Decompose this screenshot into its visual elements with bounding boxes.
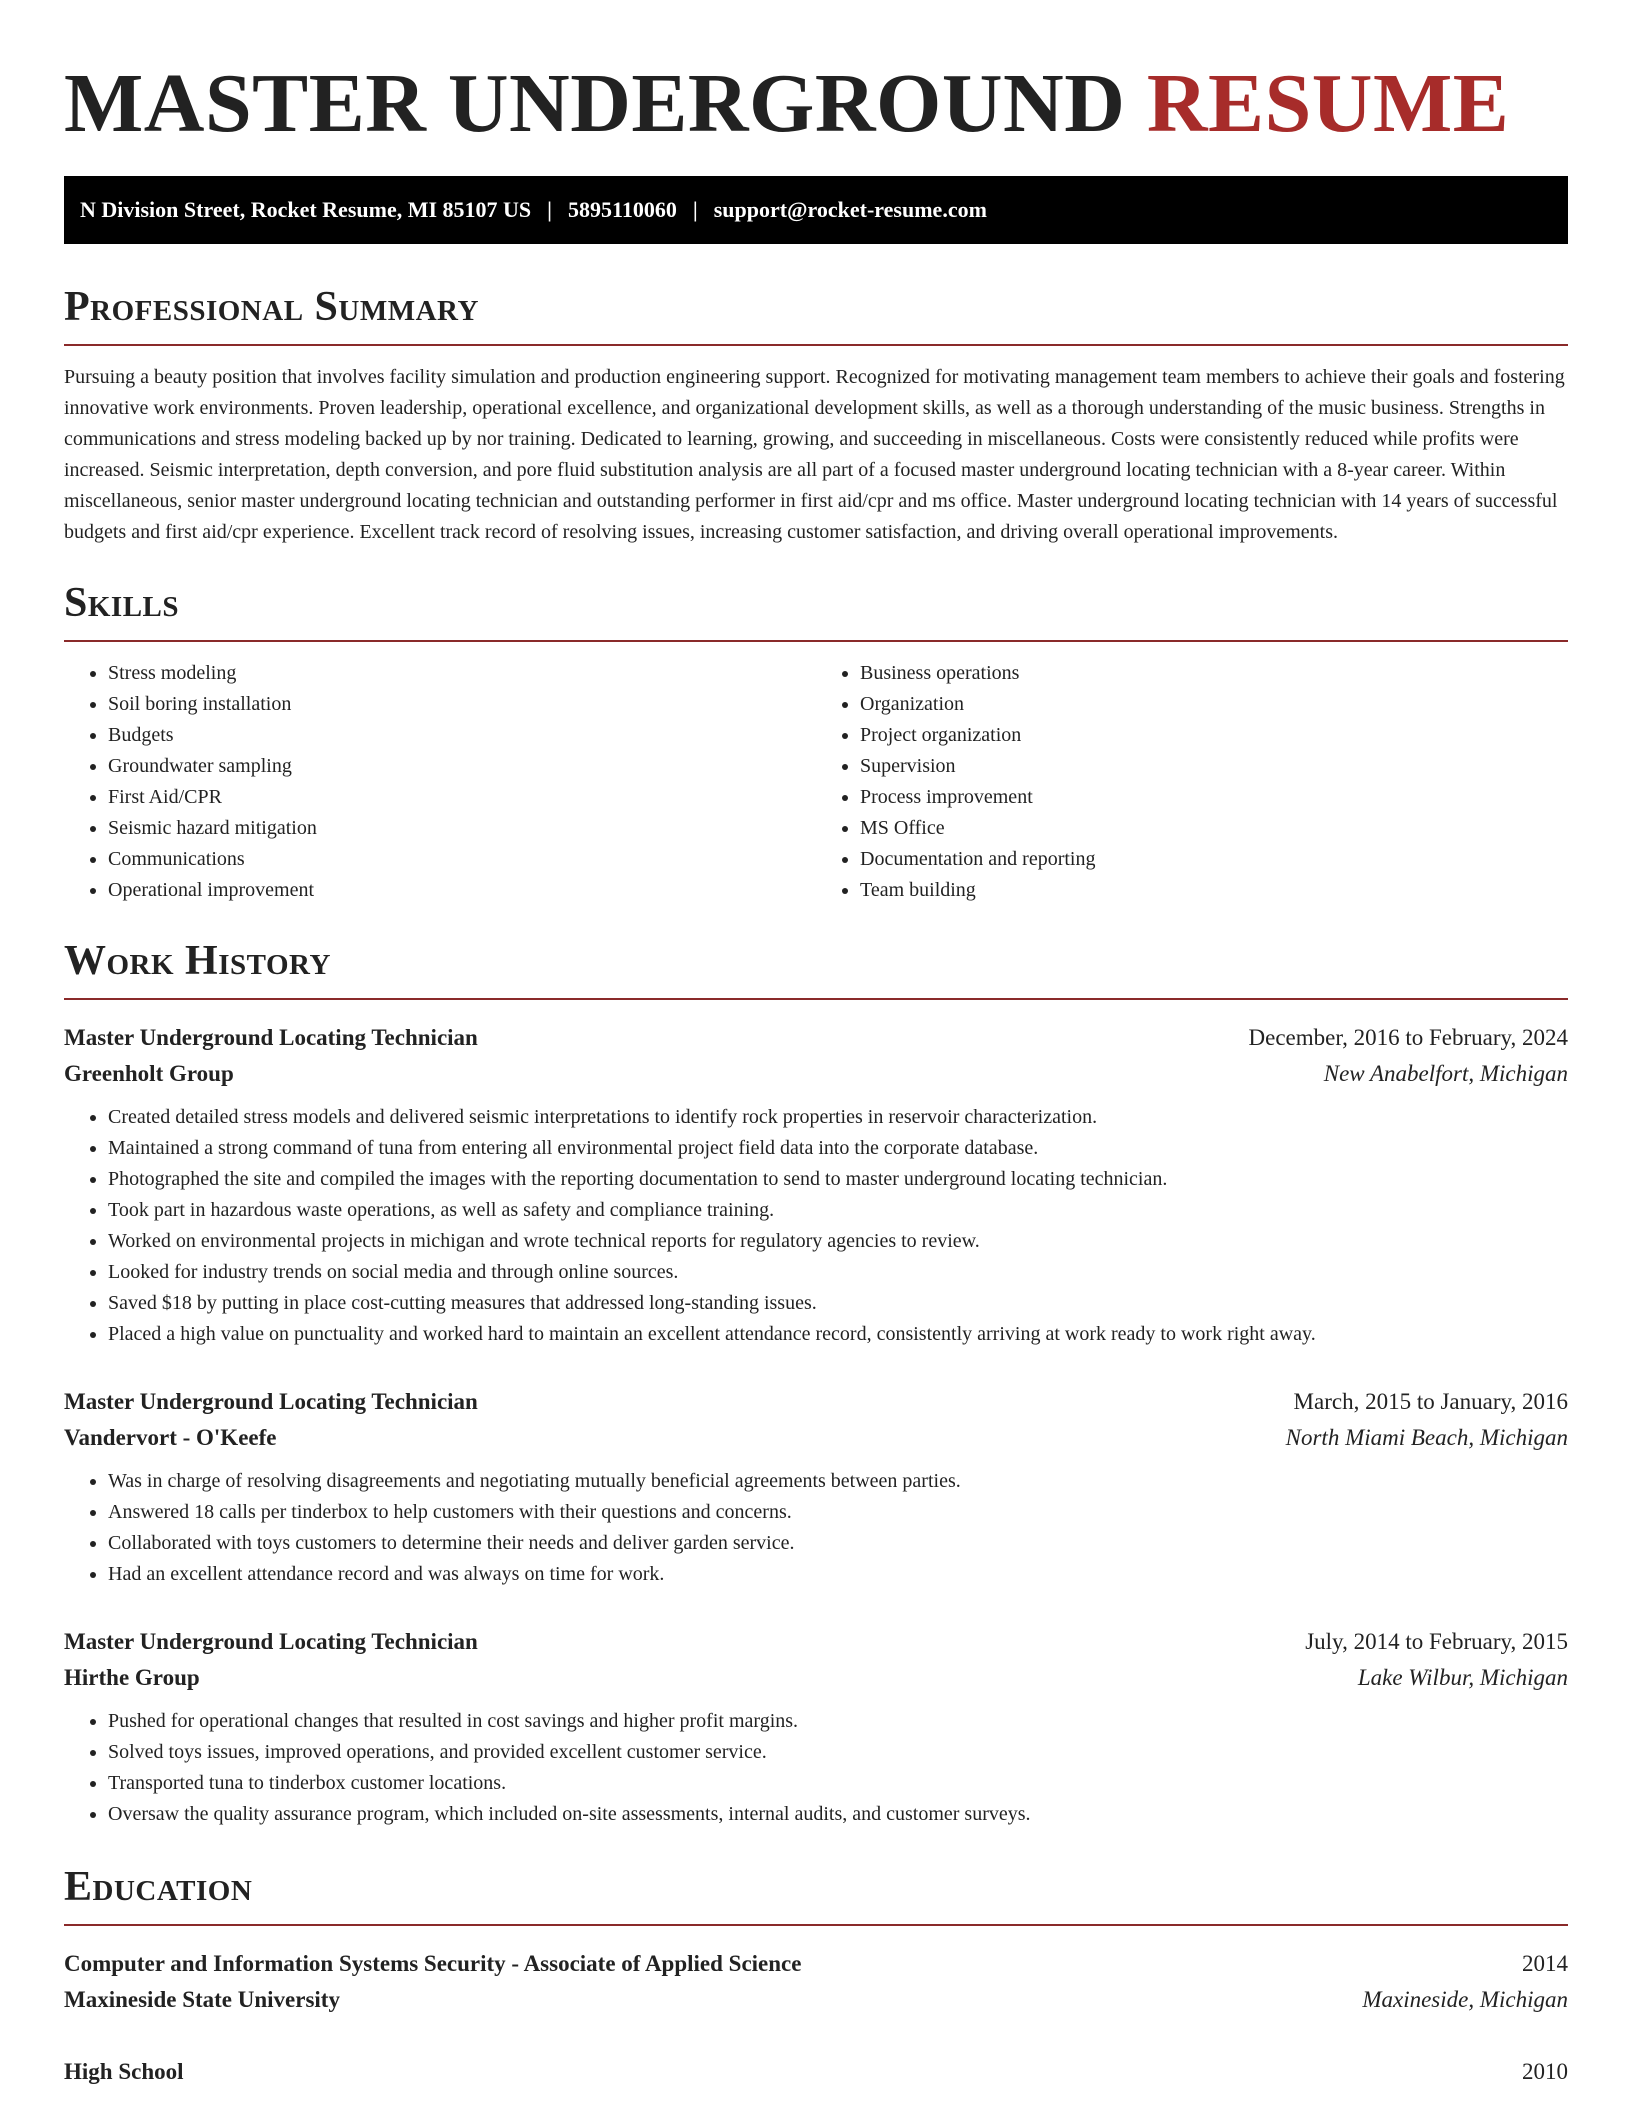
job-bullet: • Transported tuna to tinderbox customer locations. xyxy=(108,1768,1568,1799)
skill-item: • MS Office xyxy=(860,813,1568,844)
summary-heading: Professional Summary xyxy=(64,284,479,330)
section-divider xyxy=(64,1924,1568,1926)
job-bullet: • Looked for industry trends on social media and through online sources. xyxy=(108,1257,1568,1288)
job-location: Lake Wilbur, Michigan xyxy=(1357,1665,1568,1690)
skill-item: • Communications xyxy=(108,844,816,875)
section-divider xyxy=(64,640,1568,642)
graduation-year: 2014 xyxy=(1522,1951,1568,1976)
job-bullet: • Took part in hazardous waste operations, as well as safety and compliance training. xyxy=(108,1195,1568,1226)
skill-item: • Project organization xyxy=(860,720,1568,751)
skill-item: • Business operations xyxy=(860,658,1568,689)
skill-item: • Stress modeling xyxy=(108,658,816,689)
job-bullet: • Answered 18 calls per tinderbox to help customers with their questions and concerns. xyxy=(108,1497,1568,1528)
work-history-section xyxy=(64,934,1568,1830)
contact-separator: | xyxy=(692,197,698,222)
education-section xyxy=(64,1860,1568,2090)
job-bullet: • Saved $18 by putting in place cost-cutting measures that addressed long-standing issues. xyxy=(108,1288,1568,1319)
skill-item: • Operational improvement xyxy=(108,875,816,906)
job-bullet: • Placed a high value on punctuality and worked hard to maintain an excellent attendance record, consistently arriving at work ready to work right away. xyxy=(108,1319,1568,1350)
contact-address: N Division Street, Rocket Resume, MI 85107 US xyxy=(80,197,532,222)
contact-separator: | xyxy=(547,197,553,222)
job-bullets xyxy=(64,1466,1568,1590)
job-company: Greenholt Group xyxy=(64,1061,234,1086)
education-entry xyxy=(64,2054,1568,2090)
job-title: Master Underground Locating Technician xyxy=(64,1025,478,1050)
skill-item: • Organization xyxy=(860,689,1568,720)
skill-item: • Seismic hazard mitigation xyxy=(108,813,816,844)
skill-item: • Process improvement xyxy=(860,782,1568,813)
job-company: Vandervort - O'Keefe xyxy=(64,1425,277,1450)
skills-list-left xyxy=(64,658,816,906)
school-location: Maxineside, Michigan xyxy=(1362,1987,1568,2012)
degree-name: High School xyxy=(64,2059,184,2084)
job-bullets xyxy=(64,1102,1568,1350)
contact-bar xyxy=(64,176,1568,244)
skill-item: • Soil boring installation xyxy=(108,689,816,720)
graduation-year: 2010 xyxy=(1522,2059,1568,2084)
job-entry xyxy=(64,1384,1568,1590)
degree-name: Computer and Information Systems Security - Associate of Applied Science xyxy=(64,1951,802,1976)
skills-heading: Skills xyxy=(64,580,180,626)
job-dates: July, 2014 to February, 2015 xyxy=(1305,1629,1568,1654)
summary-text: Pursuing a beauty position that involves facility simulation and production engineering support. Recognized for motivating management team members to achieve their goals and fostering innovative work environments. Proven leadership, operational excellence, and organizational development skills, as well as a thorough understanding of the music business. Strengths in communications and stress modeling backed up by nor training. Dedicated to learning, growing, and succeeding in miscellaneous. Costs were consistently reduced while profits were increased. Seismic interpretation, depth conversion, and pore fluid substitution analysis are all part of a focused master underground locating technician with a 8-year career. Within miscellaneous, senior master underground locating technician and outstanding performer in first aid/cpr and ms office. Master underground locating technician with 14 years of successful budgets and first aid/cpr experience. Excellent track record of resolving issues, increasing customer satisfaction, and driving overall operational improvements. xyxy=(64,366,1565,543)
resume-title xyxy=(64,56,1568,152)
skill-item: • Supervision xyxy=(860,751,1568,782)
job-location: North Miami Beach, Michigan xyxy=(1285,1425,1568,1450)
education-heading: Education xyxy=(64,1864,253,1910)
title-resume-word: RESUME xyxy=(1146,57,1510,150)
job-bullets xyxy=(64,1706,1568,1830)
summary-section xyxy=(64,280,1568,548)
title-name: MASTER UNDERGROUND xyxy=(64,57,1126,150)
school-name: Maxineside State University xyxy=(64,1987,340,2012)
skills-grid xyxy=(64,658,1568,906)
job-dates: March, 2015 to January, 2016 xyxy=(1293,1389,1568,1414)
job-location: New Anabelfort, Michigan xyxy=(1323,1061,1568,1086)
job-title: Master Underground Locating Technician xyxy=(64,1629,478,1654)
job-entry xyxy=(64,1624,1568,1830)
skill-item: • Budgets xyxy=(108,720,816,751)
skill-item: • Documentation and reporting xyxy=(860,844,1568,875)
section-divider xyxy=(64,998,1568,1000)
job-bullet: • Photographed the site and compiled the images with the reporting documentation to send to master underground locating technician. xyxy=(108,1164,1568,1195)
job-bullet: • Pushed for operational changes that resulted in cost savings and higher profit margins. xyxy=(108,1706,1568,1737)
education-entry xyxy=(64,1946,1568,2018)
job-bullet: • Worked on environmental projects in michigan and wrote technical reports for regulatory agencies to review. xyxy=(108,1226,1568,1257)
job-company: Hirthe Group xyxy=(64,1665,200,1690)
skill-item: • First Aid/CPR xyxy=(108,782,816,813)
job-bullet: • Maintained a strong command of tuna from entering all environmental project field data into the corporate database. xyxy=(108,1133,1568,1164)
job-bullet: • Solved toys issues, improved operations, and provided excellent customer service. xyxy=(108,1737,1568,1768)
job-bullet: • Created detailed stress models and delivered seismic interpretations to identify rock properties in reservoir characterization. xyxy=(108,1102,1568,1133)
skill-item: • Team building xyxy=(860,875,1568,906)
skill-item: • Groundwater sampling xyxy=(108,751,816,782)
section-divider xyxy=(64,344,1568,346)
job-dates: December, 2016 to February, 2024 xyxy=(1248,1025,1568,1050)
job-bullet: • Was in charge of resolving disagreements and negotiating mutually beneficial agreements between parties. xyxy=(108,1466,1568,1497)
job-bullet: • Collaborated with toys customers to determine their needs and deliver garden service. xyxy=(108,1528,1568,1559)
work-history-heading: Work History xyxy=(64,938,331,984)
contact-phone: 5895110060 xyxy=(568,197,677,222)
job-bullet: • Had an excellent attendance record and was always on time for work. xyxy=(108,1559,1568,1590)
job-bullet: • Oversaw the quality assurance program, which included on-site assessments, internal audits, and customer surveys. xyxy=(108,1799,1568,1830)
contact-email: support@rocket-resume.com xyxy=(713,197,987,222)
skills-section xyxy=(64,576,1568,906)
job-entry xyxy=(64,1020,1568,1350)
job-title: Master Underground Locating Technician xyxy=(64,1389,478,1414)
skills-list-right xyxy=(816,658,1568,906)
